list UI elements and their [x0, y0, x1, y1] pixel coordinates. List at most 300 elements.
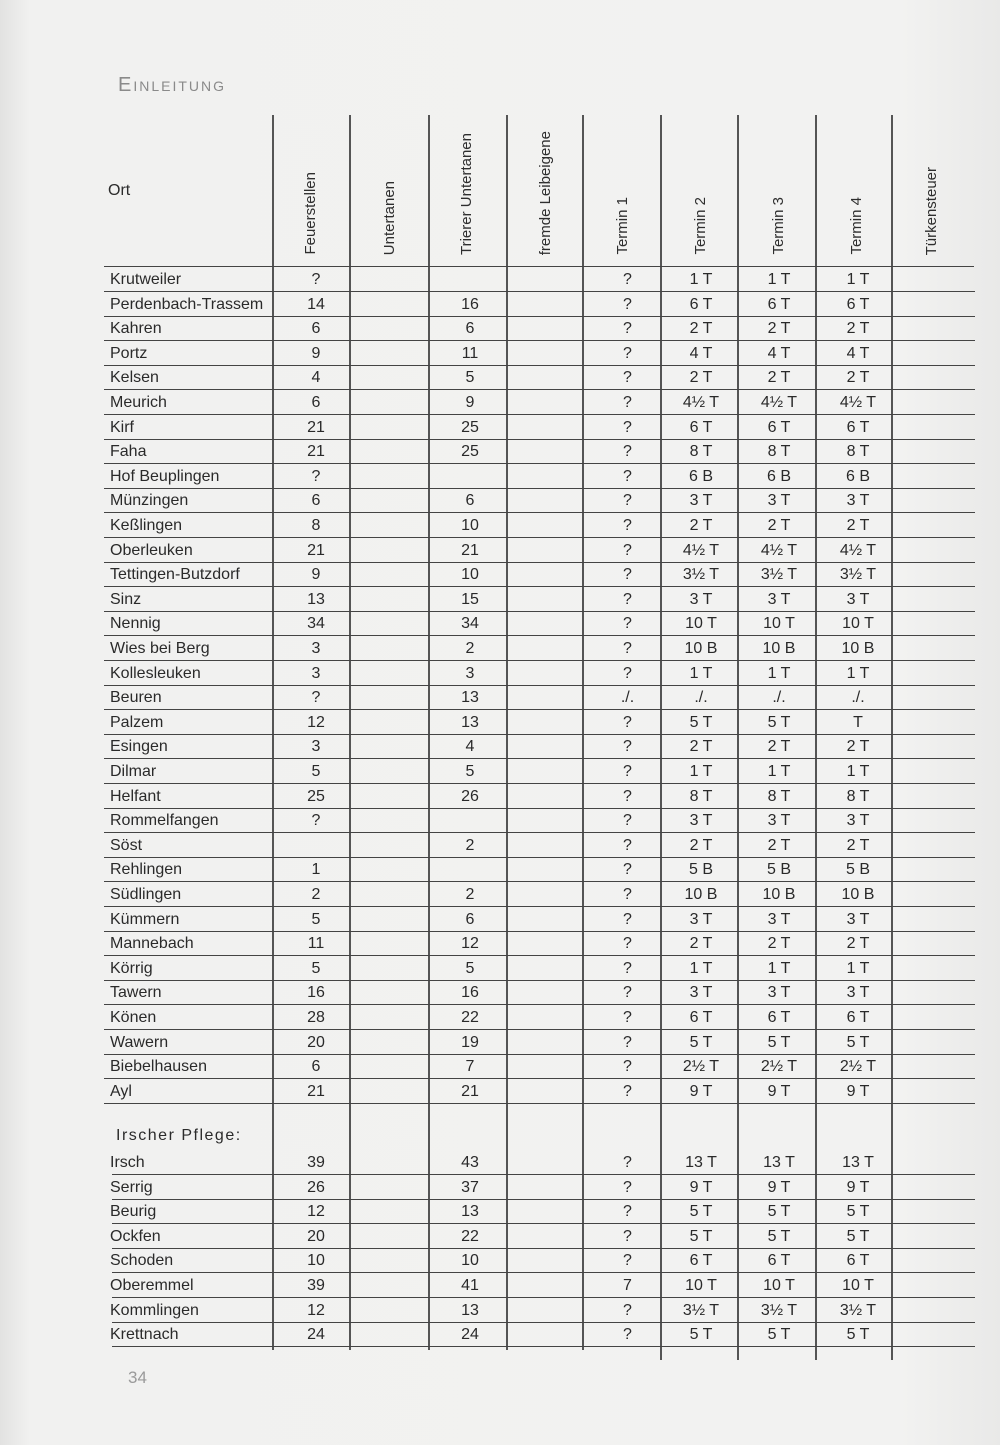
cell-termin3: 1 T — [767, 271, 791, 288]
table-row — [0, 1299, 1000, 1323]
cell-trierer-untertanen: 26 — [461, 787, 479, 805]
cell-termin3: 10 T — [763, 1277, 795, 1294]
section-label: Irscher Pflege: — [116, 1127, 242, 1144]
cell-termin3: 8 T — [767, 443, 791, 461]
cell-ort: Krettnach — [110, 1326, 179, 1344]
cell-trierer-untertanen: 2 — [465, 640, 475, 657]
table-row — [0, 1151, 1000, 1175]
cell-ort: Kelsen — [110, 369, 159, 387]
cell-termin1: ? — [623, 910, 632, 928]
cell-ort: Krutweiler — [110, 271, 182, 288]
cell-termin2: 2½ T — [682, 1058, 720, 1076]
cell-termin3: 1 T — [767, 959, 791, 977]
cell-ort: Keßlingen — [110, 517, 183, 534]
cell-termin1: ? — [623, 394, 632, 411]
header-rule — [104, 266, 974, 267]
cell-termin4: 6 T — [846, 1252, 870, 1270]
cell-feuerstellen: 28 — [307, 1009, 325, 1026]
cell-termin3: 10 B — [762, 640, 796, 657]
col-header-termin4: Termin 4 — [848, 197, 865, 255]
cell-ort: Sinz — [110, 590, 142, 608]
cell-termin1: ? — [623, 1227, 632, 1245]
cell-termin4: 3 T — [846, 910, 870, 928]
cell-termin2: 4 T — [689, 344, 713, 362]
cell-trierer-untertanen: 12 — [461, 935, 479, 953]
cell-trierer-untertanen: 7 — [465, 1058, 475, 1076]
cell-trierer-untertanen: 2 — [465, 836, 475, 854]
cell-termin4: 5 T — [846, 1326, 870, 1344]
cell-termin3: 4½ T — [760, 541, 798, 559]
table-row — [0, 268, 1000, 292]
cell-trierer-untertanen: 13 — [461, 689, 479, 707]
cell-trierer-untertanen: 21 — [461, 541, 479, 559]
cell-termin3: 2½ T — [760, 1058, 798, 1076]
table-row — [0, 858, 1000, 882]
cell-termin2: 2 T — [689, 517, 713, 534]
cell-ort: Helfant — [110, 787, 161, 805]
cell-termin3: 8 T — [767, 787, 791, 805]
cell-feuerstellen: 10 — [307, 1252, 325, 1270]
table-row — [0, 489, 1000, 513]
cell-feuerstellen: 13 — [307, 590, 325, 608]
col-header-tuerkensteuer: Türkensteuer — [923, 166, 940, 255]
cell-ort: Beurig — [110, 1203, 157, 1221]
cell-termin1: ? — [623, 541, 632, 559]
cell-termin1: ? — [623, 320, 632, 338]
cell-termin3: 6 T — [767, 1252, 791, 1270]
cell-termin1: ? — [623, 812, 632, 830]
cell-termin3: 2 T — [767, 738, 791, 756]
page-number: 34 — [128, 1368, 147, 1387]
cell-termin3: 10 T — [763, 615, 795, 633]
table-row — [0, 465, 1000, 489]
cell-termin3: 3 T — [767, 910, 791, 928]
cell-ort: Söst — [110, 836, 143, 854]
cell-termin2: 6 T — [689, 1252, 713, 1270]
cell-termin2: 10 T — [685, 1277, 717, 1294]
cell-feuerstellen: 6 — [311, 1058, 321, 1076]
cell-termin4: T — [853, 713, 863, 731]
cell-termin4: 5 T — [846, 1203, 870, 1221]
cell-termin2: 4½ T — [682, 394, 720, 411]
cell-termin3: 2 T — [767, 935, 791, 953]
cell-ort: Wies bei Berg — [110, 640, 210, 657]
cell-trierer-untertanen: 6 — [465, 910, 475, 928]
cell-termin1: ? — [623, 664, 632, 682]
cell-feuerstellen: 20 — [307, 1227, 325, 1245]
cell-feuerstellen: ? — [311, 689, 321, 707]
cell-termin3: 3½ T — [760, 566, 798, 584]
cell-termin2: 2 T — [689, 836, 713, 854]
cell-termin2: 8 T — [689, 443, 713, 461]
cell-termin2: 9 T — [689, 1082, 713, 1100]
cell-termin1: ? — [623, 640, 632, 657]
cell-termin2: 6 T — [689, 1009, 713, 1026]
cell-ort: Kümmern — [110, 910, 180, 928]
cell-termin4: 1 T — [846, 959, 870, 977]
cell-termin3: 5 T — [767, 1033, 791, 1051]
cell-termin4: 4½ T — [839, 394, 877, 411]
cell-ort: Ockfen — [110, 1227, 161, 1245]
cell-ort: Kollesleuken — [110, 664, 201, 682]
col-header-feuerstellen: Feuerstellen — [302, 172, 319, 255]
cell-termin2: 4½ T — [682, 541, 720, 559]
cell-termin3: 6 T — [767, 418, 791, 436]
cell-termin4: 10 B — [841, 886, 875, 903]
table-row — [0, 1274, 1000, 1298]
cell-feuerstellen: 9 — [311, 344, 321, 362]
cell-termin3: 5 B — [766, 861, 791, 879]
cell-ort: Dilmar — [110, 763, 157, 780]
cell-feuerstellen: 26 — [307, 1178, 325, 1196]
cell-termin2: 5 B — [688, 861, 713, 879]
cell-trierer-untertanen: 10 — [461, 566, 479, 584]
cell-termin1: ? — [623, 935, 632, 953]
cell-trierer-untertanen: 4 — [465, 738, 475, 756]
table-row — [0, 563, 1000, 587]
cell-termin3: 2 T — [767, 320, 791, 338]
cell-termin2: 6 B — [688, 467, 713, 485]
cell-ort: Könen — [110, 1009, 157, 1026]
cell-feuerstellen: 6 — [311, 492, 321, 510]
cell-trierer-untertanen: 37 — [461, 1178, 479, 1196]
cell-termin2: 3 T — [689, 910, 713, 928]
cell-termin2: 2 T — [689, 369, 713, 387]
cell-feuerstellen: 21 — [307, 418, 325, 436]
cell-termin4: 2 T — [846, 935, 870, 953]
cell-ort: Irsch — [110, 1154, 145, 1171]
cell-termin2: 5 T — [689, 1227, 713, 1245]
table-row — [0, 317, 1000, 341]
table-row — [0, 908, 1000, 932]
cell-termin4: 2 T — [846, 369, 870, 387]
cell-termin1: ? — [623, 836, 632, 854]
cell-termin3: 5 T — [767, 713, 791, 731]
cell-feuerstellen: 39 — [307, 1154, 325, 1171]
cell-trierer-untertanen: 16 — [461, 984, 479, 1002]
cell-termin4: 5 B — [845, 861, 870, 879]
table-row — [0, 539, 1000, 563]
cell-termin2: 5 T — [689, 1203, 713, 1221]
cell-feuerstellen: 3 — [311, 664, 321, 682]
cell-termin3: 9 T — [767, 1082, 791, 1100]
cell-feuerstellen: ? — [311, 271, 321, 288]
cell-trierer-untertanen: 34 — [461, 615, 479, 633]
table-row — [0, 760, 1000, 784]
cell-termin2: 13 T — [685, 1154, 717, 1171]
cell-termin1: ? — [623, 418, 632, 436]
cell-termin1: ? — [623, 492, 632, 510]
cell-termin1: ? — [623, 443, 632, 461]
cell-termin3: 3½ T — [760, 1301, 798, 1319]
cell-termin2: 2 T — [689, 320, 713, 338]
table-row — [0, 1080, 1000, 1104]
cell-termin2: 3½ T — [682, 566, 720, 584]
cell-termin4: 10 B — [841, 640, 875, 657]
cell-feuerstellen: 8 — [311, 517, 321, 534]
table-row — [0, 1006, 1000, 1030]
cell-trierer-untertanen: 22 — [461, 1009, 479, 1026]
cell-termin4: 1 T — [846, 763, 870, 780]
cell-feuerstellen: 4 — [311, 369, 321, 387]
cell-termin1: ? — [623, 763, 632, 780]
cell-trierer-untertanen: 16 — [461, 295, 479, 313]
cell-termin3: 5 T — [767, 1326, 791, 1344]
cell-trierer-untertanen: 24 — [461, 1326, 479, 1344]
cell-ort: Perdenbach-Trassem — [110, 295, 264, 313]
row-rule — [112, 1346, 975, 1347]
table-row — [0, 981, 1000, 1005]
cell-termin1: ? — [623, 517, 632, 534]
cell-termin1: ? — [623, 615, 632, 633]
cell-termin3: 5 T — [767, 1203, 791, 1221]
cell-trierer-untertanen: 19 — [461, 1033, 479, 1051]
cell-trierer-untertanen: 25 — [461, 418, 479, 436]
table-row — [0, 785, 1000, 809]
cell-feuerstellen: 6 — [311, 320, 321, 338]
table-row — [0, 686, 1000, 710]
cell-ort: Biebelhausen — [110, 1058, 207, 1076]
table-row — [0, 1200, 1000, 1224]
cell-ort: Faha — [110, 443, 147, 461]
table-row — [0, 662, 1000, 686]
cell-trierer-untertanen: 13 — [461, 713, 479, 731]
cell-termin1: ? — [623, 738, 632, 756]
cell-termin1: ? — [623, 1252, 632, 1270]
cell-termin2: 2 T — [689, 935, 713, 953]
cell-termin2: 3 T — [689, 812, 713, 830]
cell-ort: Rehlingen — [110, 861, 183, 879]
cell-feuerstellen: 12 — [307, 1203, 325, 1221]
cell-termin1: ? — [623, 1009, 632, 1026]
cell-feuerstellen: 24 — [307, 1326, 325, 1344]
table-row — [0, 1225, 1000, 1249]
cell-termin1: ? — [623, 984, 632, 1002]
cell-termin4: 2 T — [846, 517, 870, 534]
cell-ort: Münzingen — [110, 492, 189, 510]
cell-ort: Mannebach — [110, 935, 194, 953]
row-rule — [104, 1103, 975, 1104]
table-row — [0, 735, 1000, 759]
cell-termin4: 8 T — [846, 787, 870, 805]
cell-termin2: ./. — [694, 689, 708, 707]
table-row — [0, 416, 1000, 440]
cell-trierer-untertanen: 10 — [461, 517, 479, 534]
cell-feuerstellen: 21 — [307, 1082, 325, 1100]
cell-termin3: 1 T — [767, 763, 791, 780]
cell-termin4: 3 T — [846, 984, 870, 1002]
cell-ort: Tawern — [110, 984, 162, 1002]
cell-ort: Rommelfangen — [110, 812, 219, 830]
cell-termin3: 13 T — [763, 1154, 795, 1171]
cell-termin1: 7 — [623, 1277, 632, 1294]
cell-termin1: ? — [623, 1033, 632, 1051]
table-row — [0, 342, 1000, 366]
table-row — [0, 1031, 1000, 1055]
cell-termin1: ? — [623, 1326, 632, 1344]
cell-termin4: 6 T — [846, 295, 870, 313]
table-row — [0, 1176, 1000, 1200]
cell-termin1: ? — [623, 566, 632, 584]
cell-termin3: 3 T — [767, 492, 791, 510]
col-header-trierer-untertanen: Trierer Untertanen — [458, 133, 475, 255]
cell-termin3: 4½ T — [760, 394, 798, 411]
cell-feuerstellen: 6 — [311, 394, 321, 411]
cell-termin3: 2 T — [767, 517, 791, 534]
cell-feuerstellen: 3 — [311, 640, 321, 657]
cell-feuerstellen: 2 — [311, 886, 321, 903]
cell-termin2: 1 T — [689, 763, 713, 780]
cell-termin4: 13 T — [842, 1154, 874, 1171]
cell-termin2: 3 T — [689, 590, 713, 608]
cell-termin3: 3 T — [767, 984, 791, 1002]
cell-termin4: 4½ T — [839, 541, 877, 559]
cell-termin2: 1 T — [689, 959, 713, 977]
cell-ort: Kirf — [110, 418, 134, 436]
table-row — [0, 711, 1000, 735]
cell-feuerstellen: 11 — [307, 935, 325, 953]
col-header-ort: Ort — [108, 182, 131, 199]
cell-termin4: 2 T — [846, 320, 870, 338]
table-row — [0, 1055, 1000, 1079]
cell-trierer-untertanen: 10 — [461, 1252, 479, 1270]
cell-ort: Kahren — [110, 320, 162, 338]
cell-trierer-untertanen: 25 — [461, 443, 479, 461]
cell-feuerstellen: 25 — [307, 787, 325, 805]
cell-termin4: 5 T — [846, 1227, 870, 1245]
cell-termin1: ? — [623, 1154, 632, 1171]
table-row — [0, 514, 1000, 538]
cell-ort: Ayl — [110, 1082, 132, 1100]
table-row — [0, 637, 1000, 661]
cell-termin2: 3 T — [689, 492, 713, 510]
cell-termin4: 2 T — [846, 836, 870, 854]
cell-trierer-untertanen — [430, 268, 510, 292]
cell-termin4: 4 T — [846, 344, 870, 362]
cell-termin1: ? — [623, 590, 632, 608]
cell-termin1: ./. — [620, 689, 635, 707]
cell-termin1: ? — [623, 369, 632, 387]
table-row — [0, 1249, 1000, 1273]
cell-ort: Schoden — [110, 1252, 174, 1270]
cell-feuerstellen: ? — [311, 812, 321, 830]
cell-termin4: 6 T — [846, 1009, 870, 1026]
cell-termin1: ? — [623, 861, 632, 879]
cell-termin2: 8 T — [689, 787, 713, 805]
running-head: Einleitung — [118, 74, 227, 96]
cell-trierer-untertanen: 2 — [465, 886, 475, 903]
cell-termin1: ? — [623, 713, 632, 731]
cell-ort: Wawern — [110, 1033, 169, 1051]
cell-feuerstellen: 1 — [311, 861, 321, 879]
cell-feuerstellen: 3 — [311, 738, 321, 756]
cell-termin1: ? — [623, 886, 632, 903]
cell-termin1: ? — [623, 295, 632, 313]
cell-termin4: 6 T — [846, 418, 870, 436]
cell-termin3: 4 T — [767, 344, 791, 362]
table-row — [0, 293, 1000, 317]
cell-termin3: 2 T — [767, 836, 791, 854]
cell-ort: Oberleuken — [110, 541, 193, 559]
cell-trierer-untertanen: 3 — [465, 664, 475, 682]
cell-feuerstellen: 34 — [307, 615, 325, 633]
cell-feuerstellen: 9 — [311, 566, 321, 584]
cell-trierer-untertanen: 41 — [461, 1277, 479, 1294]
col-header-termin2: Termin 2 — [692, 197, 709, 255]
cell-ort: Meurich — [110, 394, 167, 411]
table-row — [0, 1323, 1000, 1347]
table-row — [0, 588, 1000, 612]
cell-ort: Portz — [110, 344, 148, 362]
cell-termin3: 1 T — [767, 664, 791, 682]
cell-trierer-untertanen: 5 — [465, 959, 475, 977]
cell-termin4: ./. — [851, 689, 865, 707]
cell-termin3: 6 T — [767, 1009, 791, 1026]
cell-ort: Oberemmel — [110, 1277, 194, 1294]
cell-termin2: 5 T — [689, 1033, 713, 1051]
cell-trierer-untertanen: 43 — [461, 1154, 479, 1171]
cell-termin4: 6 B — [845, 467, 870, 485]
cell-termin1: ? — [623, 959, 632, 977]
cell-ort: Nennig — [110, 615, 161, 633]
cell-ort: Beuren — [110, 689, 162, 707]
cell-ort: Tettingen-Butzdorf — [110, 566, 240, 584]
cell-termin4: 3 T — [846, 492, 870, 510]
col-header-termin3: Termin 3 — [770, 197, 787, 255]
cell-termin2: 2 T — [689, 738, 713, 756]
cell-termin2: 3 T — [689, 984, 713, 1002]
cell-trierer-untertanen — [430, 465, 510, 489]
cell-termin3: 10 B — [762, 886, 796, 903]
cell-termin2: 1 T — [689, 664, 713, 682]
cell-termin3: 5 T — [767, 1227, 791, 1245]
cell-trierer-untertanen: 6 — [465, 320, 475, 338]
cell-termin2: 10 B — [684, 886, 718, 903]
cell-ort: Kommlingen — [110, 1301, 199, 1319]
table-row — [0, 834, 1000, 858]
cell-termin4: 2½ T — [839, 1058, 877, 1076]
cell-feuerstellen: 21 — [307, 541, 325, 559]
cell-termin1: ? — [623, 787, 632, 805]
cell-termin4: 9 T — [846, 1178, 870, 1196]
cell-termin3: ./. — [772, 689, 786, 707]
cell-termin2: 5 T — [689, 1326, 713, 1344]
cell-termin4: 3 T — [846, 590, 870, 608]
cell-termin1: ? — [623, 1058, 632, 1076]
cell-termin4: 10 T — [842, 1277, 874, 1294]
cell-feuerstellen: 12 — [307, 713, 325, 731]
cell-termin2: 6 T — [689, 295, 713, 313]
cell-trierer-untertanen: 9 — [465, 394, 475, 411]
col-header-termin1: Termin 1 — [614, 197, 631, 255]
col-header-fremde-leibeigene: fremde Leibeigene — [537, 130, 554, 255]
cell-feuerstellen: 5 — [311, 959, 321, 977]
cell-termin4: 10 T — [842, 615, 874, 633]
cell-ort: Serrig — [110, 1178, 153, 1196]
cell-termin1: ? — [623, 271, 632, 288]
cell-termin4: 3½ T — [839, 1301, 877, 1319]
cell-termin4: 2 T — [846, 738, 870, 756]
cell-termin1: ? — [623, 467, 632, 485]
cell-trierer-untertanen: 5 — [465, 763, 475, 780]
cell-ort: Esingen — [110, 738, 168, 756]
cell-termin3: 3 T — [767, 812, 791, 830]
cell-termin3: 9 T — [767, 1178, 791, 1196]
cell-termin3: 6 T — [767, 295, 791, 313]
cell-trierer-untertanen: 21 — [461, 1082, 479, 1100]
table-row — [0, 809, 1000, 833]
cell-termin1: ? — [623, 1082, 632, 1100]
